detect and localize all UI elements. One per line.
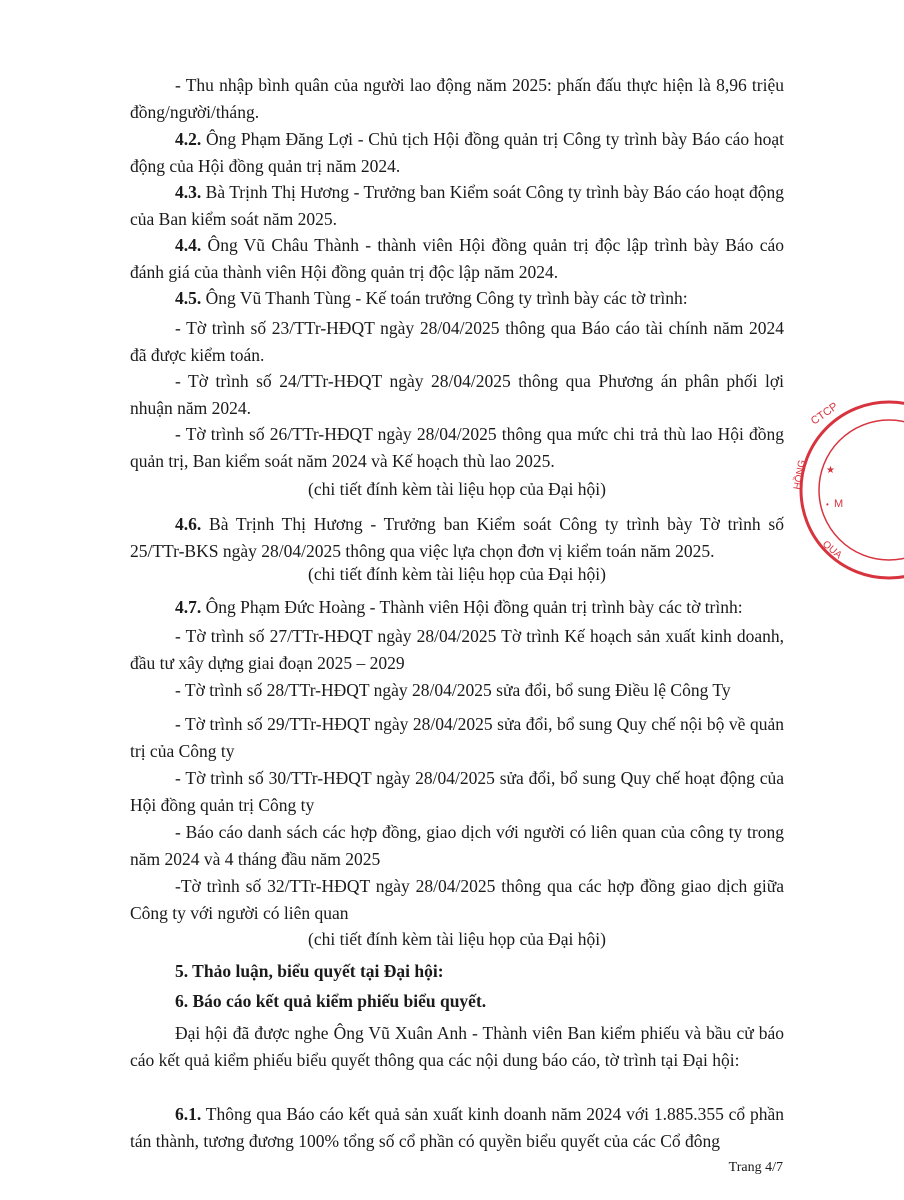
- paragraph-4-7: 4.7. Ông Phạm Đức Hoàng - Thành viên Hội đồng quản trị trình bày các tờ trình:: [175, 597, 743, 617]
- paragraph-tt28: - Tờ trình số 28/TTr-HĐQT ngày 28/04/2025 sửa đổi, bổ sung Điều lệ Công Ty: [175, 680, 731, 700]
- paragraph-6-1: 6.1. Thông qua Báo cáo kết quả sản xuất kinh doanh năm 2024 với 1.885.355 cổ phần tán thành, tương đương 100% tổng số cổ phần có quyền biểu quyết của các Cổ đông: [130, 1104, 784, 1151]
- paragraph-income: - Thu nhập bình quân của người lao động năm 2025: phấn đấu thực hiện là 8,96 triệu đồng/người/tháng.: [130, 75, 784, 122]
- svg-text:★: ★: [826, 465, 835, 476]
- note-attachment-1: (chi tiết đính kèm tài liệu họp của Đại hội): [308, 479, 606, 499]
- paragraph-tt26: - Tờ trình số 26/TTr-HĐQT ngày 28/04/2025 thông qua mức chi trả thù lao Hội đồng quản trị, Ban kiểm soát năm 2024 và Kế hoạch thù lao 2025.: [130, 424, 784, 471]
- note-attachment-3: (chi tiết đính kèm tài liệu họp của Đại hội): [308, 929, 606, 949]
- paragraph-tt27: - Tờ trình số 27/TTr-HĐQT ngày 28/04/2025 Tờ trình Kế hoạch sản xuất kinh doanh, đầu tư xây dựng giai đoạn 2025 – 2029: [130, 626, 784, 673]
- heading-5: 5. Thảo luận, biểu quyết tại Đại hội:: [175, 961, 444, 981]
- paragraph-tt29: - Tờ trình số 29/TTr-HĐQT ngày 28/04/2025 sửa đổi, bổ sung Quy chế nội bộ về quản trị của Công ty: [130, 714, 784, 761]
- note-attachment-2: (chi tiết đính kèm tài liệu họp của Đại hội): [308, 564, 606, 584]
- paragraph-related-contracts-report: - Báo cáo danh sách các hợp đồng, giao dịch với người có liên quan của công ty trong năm 2024 và 4 tháng đầu năm 2025: [130, 822, 784, 869]
- svg-text:HỒNG: HỒNG: [792, 459, 809, 491]
- paragraph-4-5: 4.5. Ông Vũ Thanh Tùng - Kế toán trưởng Công ty trình bày các tờ trình:: [175, 288, 688, 308]
- heading-6: 6. Báo cáo kết quả kiểm phiếu biểu quyết.: [175, 991, 487, 1011]
- paragraph-4-2: 4.2. Ông Phạm Đăng Lợi - Chủ tịch Hội đồng quản trị Công ty trình bày Báo cáo hoạt động của Hội đồng quản trị năm 2024.: [130, 129, 784, 176]
- paragraph-vote-report: Đại hội đã được nghe Ông Vũ Xuân Anh - Thành viên Ban kiểm phiếu và bầu cử báo cáo kết quả kiểm phiếu biểu quyết thông qua các nội dung báo cáo, tờ trình tại Đại hội:: [130, 1023, 784, 1070]
- paragraph-tt32: -Tờ trình số 32/TTr-HĐQT ngày 28/04/2025 thông qua các hợp đồng giao dịch giữa Công ty với người có liên quan: [130, 876, 784, 923]
- paragraph-4-4: 4.4. Ông Vũ Châu Thành - thành viên Hội đồng quản trị độc lập trình bày Báo cáo đánh giá của thành viên Hội đồng quản trị độc lập năm 2024.: [130, 235, 784, 282]
- svg-text:•: •: [826, 500, 829, 509]
- svg-text:M: M: [834, 498, 844, 510]
- red-seal-stamp: [794, 395, 904, 585]
- svg-text:CTCP: CTCP: [808, 400, 841, 428]
- paragraph-4-6: 4.6. Bà Trịnh Thị Hương - Trưởng ban Kiểm soát Công ty trình bày Tờ trình số 25/TTr-BKS ngày 28/04/2025 thông qua việc lựa chọn đơn vị kiểm toán năm 2025.: [130, 514, 784, 561]
- page-number: Trang 4/7: [728, 1160, 783, 1175]
- paragraph-4-3: 4.3. Bà Trịnh Thị Hương - Trưởng ban Kiểm soát Công ty trình bày Báo cáo hoạt động của Ban kiểm soát năm 2025.: [130, 182, 784, 229]
- paragraph-tt24: - Tờ trình số 24/TTr-HĐQT ngày 28/04/2025 thông qua Phương án phân phối lợi nhuận năm 2024.: [130, 371, 784, 418]
- paragraph-tt30: - Tờ trình số 30/TTr-HĐQT ngày 28/04/2025 sửa đổi, bổ sung Quy chế hoạt động của Hội đồng quản trị Công ty: [130, 768, 784, 815]
- paragraph-tt23: - Tờ trình số 23/TTr-HĐQT ngày 28/04/2025 thông qua Báo cáo tài chính năm 2024 đã được kiểm toán.: [130, 318, 784, 365]
- svg-text:QUA: QUA: [820, 538, 844, 562]
